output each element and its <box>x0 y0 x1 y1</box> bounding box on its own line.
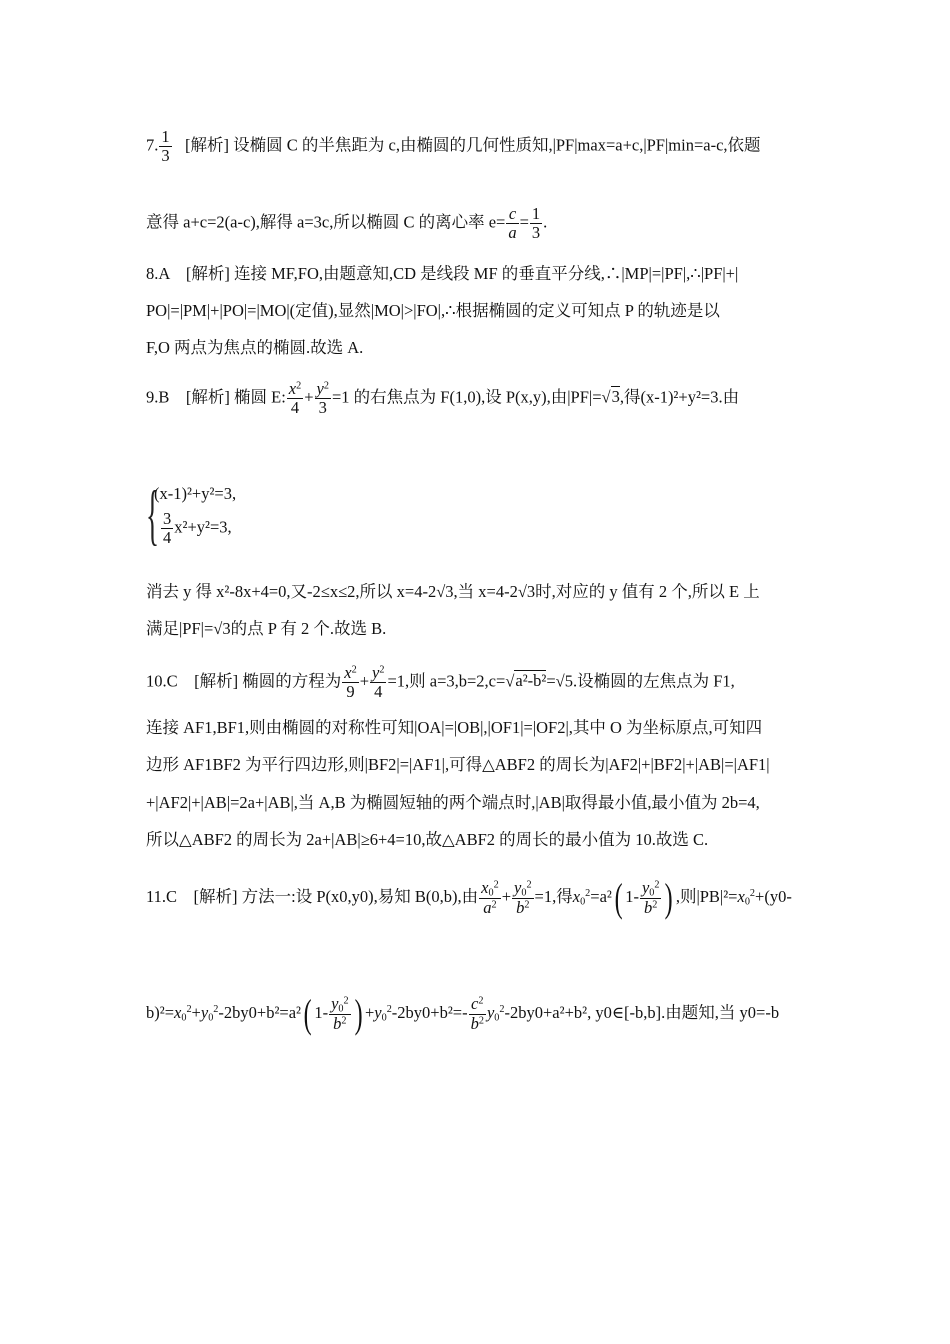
q11-l2c: -2by0+b²=- <box>391 1002 468 1022</box>
q7-frac-1: 1 <box>531 204 541 223</box>
q10-mid: =1,则 a=3,b=2,c= <box>387 671 506 691</box>
q11-l2d: -2by0+a²+b², y0∈[-b,b].由题知,当 y0=-b <box>504 1002 780 1022</box>
q9-row2-num: 3 <box>163 509 172 528</box>
q10-eq5: =√5.设椭圆的左焦点为 F1, <box>546 671 735 691</box>
q9-line3: 消去 y 得 x²-8x+4=0,又-2≤x≤2,所以 x=4-2√3,当 x=4-2√3时,对应的 y 值有 2 个,所以 E 上 <box>146 582 760 601</box>
q10-frac-y: $\frac{y^2}{4}$ <box>372 663 385 702</box>
q11-l2b: -2by0+b²=a² <box>218 1002 301 1022</box>
q11-line1: 11.C [解析] 方法一:设 P(x0,y0),易知 B(0,b),由 $\frac{x_0^2}{a^2}$ + $\frac{y_0^2}{b^2}$ =1,得$x_0^2=a^2$( 1- $\frac{y_0^2}{b^2}$ ) ,则$|PB|^2=x_0^2+(y0-$ <box>146 875 792 920</box>
q7-number: 7. <box>146 135 159 155</box>
q11-l2-frac2: $\frac{c^2}{b^2}$ <box>470 994 484 1033</box>
q10-four: 4 <box>374 682 383 702</box>
q11-head: 11.C [解析] 方法一:设 P(x0,y0),易知 B(0,b),由 <box>146 886 479 906</box>
q10-line5: 所以△ABF2 的周长为 2a+|AB|≥6+4=10,故△ABF2 的周长的最小值为 10.故选 C. <box>146 830 709 849</box>
q9-y: y <box>316 379 324 398</box>
q11-one-minus: 1- <box>625 886 639 906</box>
q7-line1 <box>146 128 761 165</box>
q9-row2-text: x²+y²=3, <box>174 517 232 537</box>
q10-line3: 边形 AF1BF2 为平行四边形,则|BF2|=|AF1|,可得△ABF2 的周长为|AF2|+|BF2|+|AB|=|AF1| <box>146 755 770 774</box>
q7-text-1: 设椭圆 C 的半焦距为 c,由椭圆的几何性质知,|PF|max=a+c,|PF|min=a-c,依题 <box>233 135 761 155</box>
q9-frac-x: $\frac{x^2}{4}$ <box>288 379 302 418</box>
q10-radicand: a²-b² <box>515 671 547 691</box>
q11-tail2: +(y0- <box>755 886 792 906</box>
q8-line1: 8.A [解析] 连接 MF,FO,由题意知,CD 是线段 MF 的垂直平分线,∴|MP|=|PF|,∴|PF|+| <box>146 264 739 283</box>
q7-tag: [解析] <box>185 135 229 155</box>
q10-line1: 10.C [解析] 椭圆的方程为 $\frac{x^2}{9}$ + $\frac{y^2}{4}$ =1,则 a=3,b=2,c=√a²-b²=√5.设椭圆的左焦点为 F1, <box>146 663 735 702</box>
q7-line2 <box>146 205 547 242</box>
q9-x: x <box>288 379 297 398</box>
q7-one-third <box>530 205 542 242</box>
q7-text-2: 意得 a+c=2(a-c),解得 a=3c,所以椭圆 C 的离心率 e= <box>146 212 506 232</box>
q9-head: 9.B [解析] 椭圆 E: <box>146 387 286 407</box>
q9-row2-den: 4 <box>163 528 172 548</box>
q11-frac-y0: $\frac{y_0^2}{b^2}$ <box>514 877 532 918</box>
q7-equals: = <box>519 212 529 232</box>
q11-l2a: b)²= <box>146 1002 174 1022</box>
q10-head: 10.C [解析] 椭圆的方程为 <box>146 671 342 691</box>
q9-tail: ,得(x-1)²+y²=3.由 <box>619 387 740 407</box>
q10-line2: 连接 AF1,BF1,则由椭圆的对称性可知|OA|=|OB|,|OF1|=|OF2|,其中 O 为坐标原点,可知四 <box>146 718 763 737</box>
q7-frac-3: 3 <box>531 223 541 243</box>
q9-frac-y: $\frac{y^2}{3}$ <box>316 379 329 418</box>
q7-e-fraction <box>506 205 518 242</box>
q7-answer-fraction <box>159 128 171 165</box>
q11-line2: $b)^2=x_0^2+y_0^2-2by0+b^2=a^2$( 1- $\frac{y_0^2}{b^2}$ ) $+y_0^2-2by0+b^2=-$ $\frac{c^2}{b^2}$ $y_0^2-2by0+a^2+b^2$, y0∈[-b,b].由题知,当 y0=-b <box>146 991 780 1036</box>
q7-answer-denominator: 3 <box>161 146 170 166</box>
q9-brace: { <box>146 476 160 552</box>
q9-line1: 9.B [解析] 椭圆 E: $\frac{x^2}{4}$ + $\frac{y^2}{3}$ =1 的右焦点为 F(1,0),设 P(x,y),由|PF|=√3,得(x-1)²+y²=3.由 <box>146 379 740 418</box>
q9-line4: 满足|PF|=√3的点 P 有 2 个.故选 B. <box>146 619 387 638</box>
q11-l2-frac1: $\frac{y_0^2}{b^2}$ <box>331 993 349 1034</box>
q10-nine: 9 <box>346 682 355 702</box>
q9-four: 4 <box>290 398 300 418</box>
q10-frac-x: $\frac{x^2}{9}$ <box>344 663 357 702</box>
q11-mid2: =a² <box>590 886 612 906</box>
q9-three: 3 <box>318 398 327 418</box>
q9-system-row2 <box>160 510 232 547</box>
q9-mid: =1 的右焦点为 F(1,0),设 P(x,y),由|PF|= <box>331 387 602 407</box>
q8-line3: F,O 两点为焦点的椭圆.故选 A. <box>146 338 364 357</box>
q7-frac-a: a <box>508 223 517 243</box>
q9-plus: + <box>304 387 314 407</box>
q7-end: . <box>543 212 548 232</box>
q9-system-row1: (x-1)²+y²=3, <box>154 484 237 503</box>
q11-frac-y0b: $\frac{y_0^2}{b^2}$ <box>641 877 660 918</box>
q11-tail1: ,则|PB|²= <box>675 886 738 906</box>
q10-line4: +|AF2|+|AB|=2a+|AB|,当 A,B 为椭圆短轴的两个端点时,|AB|取得最小值,最小值为 2b=4, <box>146 793 760 812</box>
q11-frac-x0: $\frac{x_0^2}{a^2}$ <box>481 877 499 918</box>
q8-line2: PO|=|PM|+|PO|=|MO|(定值),显然|MO|>|FO|,∴根据椭圆的定义可知点 P 的轨迹是以 <box>146 301 720 320</box>
q7-frac-c: c <box>508 204 517 223</box>
q9-sqrt3: 3 <box>611 387 620 407</box>
q7-answer-numerator: 1 <box>161 127 170 146</box>
q11-mid1: =1,得 <box>534 886 573 906</box>
